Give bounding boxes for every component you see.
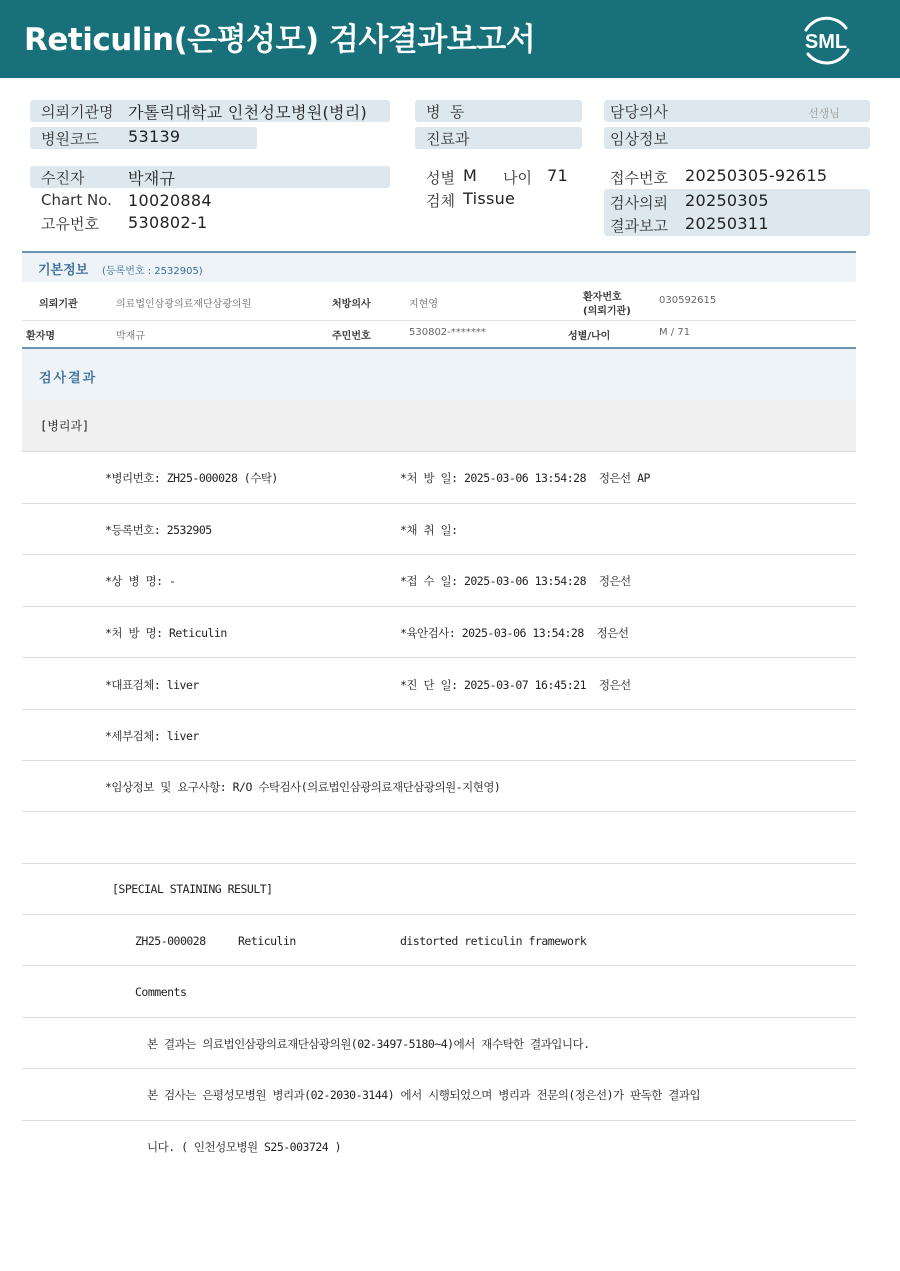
result-right-3: *육안검사: 2025-03-06 13:54:28 정은선 [400, 626, 629, 640]
hospital-code-label: 병원코드 [41, 130, 99, 148]
chart-value: 10020884 [128, 191, 212, 210]
comment-line-3: 니다. ( 인천성모병원 S25-003724 ) [147, 1140, 342, 1154]
chart-label: Chart No. [41, 191, 112, 209]
unique-value: 530802-1 [128, 213, 208, 232]
stain-id: ZH25-000028 [135, 934, 206, 948]
result-left-6: *임상정보 및 요구사항: R/O 수탁검사(의료법인삼광의료재단삼광의원-지현영) [105, 780, 501, 794]
patient-label: 수진자 [41, 169, 85, 187]
doctor-suffix: 선생님 [808, 107, 840, 120]
inst-val: 의료법인삼광의료재단삼광의원 [116, 299, 252, 310]
sexage-val: M / 71 [659, 327, 691, 338]
age-label: 나이 [503, 169, 532, 187]
divider [22, 914, 856, 915]
clinical-label: 임상정보 [610, 130, 668, 148]
basic-info-header [22, 251, 856, 282]
result-right-4: *진 단 일: 2025-03-07 16:45:21 정은선 [400, 678, 631, 692]
divider [22, 1017, 856, 1018]
divider [22, 1120, 856, 1121]
divider [22, 709, 856, 710]
stain-name: Reticulin [238, 934, 296, 948]
specimen-label: 검체 [426, 192, 455, 210]
patno-key-2: (의뢰기관) [583, 306, 631, 317]
patno-key-1: 환자번호 [583, 292, 622, 303]
report-label: 결과보고 [610, 217, 668, 235]
sex-value: M [463, 166, 478, 185]
name-key: 환자명 [26, 331, 55, 342]
dept-row [22, 399, 856, 452]
doctor-label: 담당의사 [610, 103, 668, 121]
age-value: 71 [547, 166, 568, 185]
result-right-1: *채 취 일: [400, 523, 458, 537]
patno-val: 030592615 [659, 295, 717, 306]
divider [22, 503, 856, 504]
comment-line-1: 본 결과는 의료법인삼광의료재단삼광의원(02-3497-5180~4)에서 재수탁한 결과입니다. [147, 1037, 590, 1051]
basic-info-reg-note: (등록번호 : 2532905) [102, 266, 203, 277]
receipt-label: 접수번호 [610, 169, 668, 187]
comment-line-2: 본 검사는 은평성모병원 병리과(02-2030-3144) 에서 시행되었으며 병리과 전문의(정은선)가 판독한 결과입 [147, 1088, 701, 1102]
sexage-key: 성별/나이 [568, 331, 611, 342]
ward-label: 병 동 [426, 103, 465, 121]
prescriber-key: 처방의사 [332, 299, 371, 310]
result-left-4: *대표검체: liver [105, 678, 199, 692]
logo-text: SML [804, 31, 848, 53]
report-header [0, 0, 900, 78]
result-right-2: *접 수 일: 2025-03-06 13:54:28 정은선 [400, 574, 631, 588]
divider [22, 965, 856, 966]
name-val: 박재규 [116, 331, 145, 342]
result-left-3: *처 방 명: Reticulin [105, 626, 227, 640]
sex-label: 성별 [426, 169, 455, 187]
specimen-value: Tissue [463, 189, 516, 208]
request-label: 검사의뢰 [610, 194, 668, 212]
result-left-0: *병리번호: ZH25-000028 (수탁) [105, 471, 278, 485]
divider [22, 657, 856, 658]
basic-info-title: 기본정보 [38, 263, 89, 278]
unique-label: 고유번호 [41, 215, 99, 233]
divider [22, 1068, 856, 1069]
rrn-key: 주민번호 [332, 331, 371, 342]
divider [22, 811, 856, 812]
divider [22, 760, 856, 761]
comments-label: Comments [135, 985, 187, 999]
result-left-2: *상 병 명: - [105, 574, 176, 588]
inst-key: 의뢰기관 [39, 299, 78, 310]
dept-label-result: [병리과] [40, 419, 90, 433]
request-value: 20250305 [685, 191, 769, 210]
stain-result: distorted reticulin framework [400, 934, 587, 948]
sml-logo [796, 12, 856, 68]
divider [22, 554, 856, 555]
dept-label: 진료과 [426, 130, 470, 148]
divider [22, 863, 856, 864]
report-title: Reticulin(은평성모) 검사결과보고서 [24, 22, 536, 58]
receipt-value: 20250305-92615 [685, 166, 828, 185]
rrn-val: 530802-******* [409, 327, 486, 338]
result-right-0: *처 방 일: 2025-03-06 13:54:28 정은선 AP [400, 471, 650, 485]
requesting-inst-label: 의뢰기관명 [41, 103, 114, 121]
results-title: 검사결과 [39, 371, 98, 386]
basic-info-row-2 [22, 321, 856, 347]
divider [22, 606, 856, 607]
special-staining-title: [SPECIAL STAINING RESULT] [112, 882, 273, 896]
patient-value: 박재규 [128, 169, 176, 188]
prescriber-val: 지현영 [409, 299, 438, 310]
requesting-inst-value: 가톨릭대학교 인천성모병원(병리) [128, 103, 368, 122]
result-left-5: *세부검체: liver [105, 729, 199, 743]
results-header [22, 347, 856, 399]
result-left-1: *등록번호: 2532905 [105, 523, 212, 537]
hospital-code-value: 53139 [128, 127, 181, 146]
basic-info-row-1 [22, 283, 856, 321]
report-value: 20250311 [685, 214, 769, 233]
